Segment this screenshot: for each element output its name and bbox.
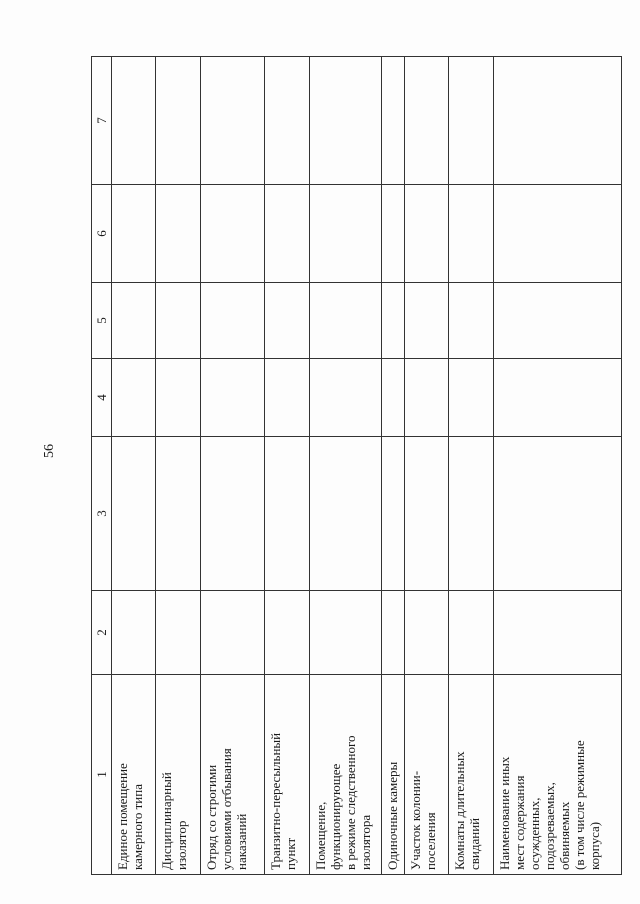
table-row bbox=[448, 57, 493, 875]
table-cell bbox=[405, 185, 449, 283]
table-row bbox=[310, 57, 382, 875]
table-cell bbox=[200, 359, 265, 437]
table-row bbox=[112, 57, 156, 875]
table-cell bbox=[310, 437, 382, 591]
table-cell bbox=[382, 591, 405, 675]
table-cell bbox=[200, 591, 265, 675]
row-label: Транзитно-пересыльный пункт bbox=[265, 675, 310, 875]
table-cell bbox=[405, 57, 449, 185]
table-cell bbox=[405, 437, 449, 591]
table-cell bbox=[265, 57, 310, 185]
table-row bbox=[405, 57, 449, 875]
column-header-3: 3 bbox=[92, 437, 112, 591]
table-cell bbox=[448, 283, 493, 359]
table-cell bbox=[200, 283, 265, 359]
column-header-4: 4 bbox=[92, 359, 112, 437]
table-cell bbox=[448, 185, 493, 283]
column-header-5: 5 bbox=[92, 283, 112, 359]
row-label: Одиночные камеры bbox=[382, 675, 405, 875]
rotated-page-content bbox=[91, 57, 622, 875]
table-cell bbox=[265, 359, 310, 437]
table-cell bbox=[155, 57, 200, 185]
table-cell bbox=[200, 57, 265, 185]
row-label: Помещение, функционирующее в режиме следственного изолятора bbox=[310, 675, 382, 875]
table-cell bbox=[265, 185, 310, 283]
table-cell bbox=[405, 283, 449, 359]
column-header-7: 7 bbox=[92, 57, 112, 185]
header-row bbox=[92, 57, 112, 875]
table-cell bbox=[493, 57, 621, 185]
table-cell bbox=[382, 283, 405, 359]
table-cell bbox=[493, 185, 621, 283]
column-header-6: 6 bbox=[92, 185, 112, 283]
table-cell bbox=[200, 185, 265, 283]
table-cell bbox=[112, 359, 156, 437]
row-label: Наименование иных мест содержания осужденных, подозреваемых, обвиняемых (в том числе режимные корпуса) bbox=[493, 675, 621, 875]
table-cell bbox=[155, 283, 200, 359]
table-cell bbox=[310, 57, 382, 185]
table-cell bbox=[265, 283, 310, 359]
table-cell bbox=[155, 185, 200, 283]
table-cell bbox=[112, 185, 156, 283]
row-label: Участок колонии- поселения bbox=[405, 675, 449, 875]
column-header-1: 1 bbox=[92, 675, 112, 875]
table-cell bbox=[112, 437, 156, 591]
table-cell bbox=[265, 591, 310, 675]
table-cell bbox=[405, 591, 449, 675]
table-cell bbox=[310, 283, 382, 359]
row-label: Дисциплинарный изолятор bbox=[155, 675, 200, 875]
table-cell bbox=[310, 359, 382, 437]
table-cell bbox=[493, 283, 621, 359]
table-cell bbox=[448, 437, 493, 591]
table-cell bbox=[493, 437, 621, 591]
table-cell bbox=[265, 437, 310, 591]
table-cell bbox=[382, 185, 405, 283]
table-cell bbox=[112, 57, 156, 185]
table-cell bbox=[405, 359, 449, 437]
table-cell bbox=[448, 57, 493, 185]
table-cell bbox=[382, 437, 405, 591]
table-row bbox=[155, 57, 200, 875]
row-label: Комнаты длительных свиданий bbox=[448, 675, 493, 875]
table-cell bbox=[112, 283, 156, 359]
row-label: Отряд со строгими условиями отбывания наказаний bbox=[200, 675, 265, 875]
column-header-2: 2 bbox=[92, 591, 112, 675]
table-row bbox=[200, 57, 265, 875]
table-cell bbox=[493, 591, 621, 675]
table-row bbox=[493, 57, 621, 875]
table-cell bbox=[448, 359, 493, 437]
table-cell bbox=[200, 437, 265, 591]
table-cell bbox=[112, 591, 156, 675]
table-cell bbox=[155, 359, 200, 437]
table-cell bbox=[155, 437, 200, 591]
table-cell bbox=[310, 591, 382, 675]
table-cell bbox=[493, 359, 621, 437]
page-number: 56 bbox=[42, 444, 57, 458]
table-cell bbox=[382, 57, 405, 185]
table-row bbox=[382, 57, 405, 875]
table-row bbox=[265, 57, 310, 875]
row-label: Единое помещение камерного типа bbox=[112, 675, 156, 875]
table-cell bbox=[382, 359, 405, 437]
data-table bbox=[91, 56, 622, 875]
table-cell bbox=[310, 185, 382, 283]
table-cell bbox=[155, 591, 200, 675]
table-cell bbox=[448, 591, 493, 675]
